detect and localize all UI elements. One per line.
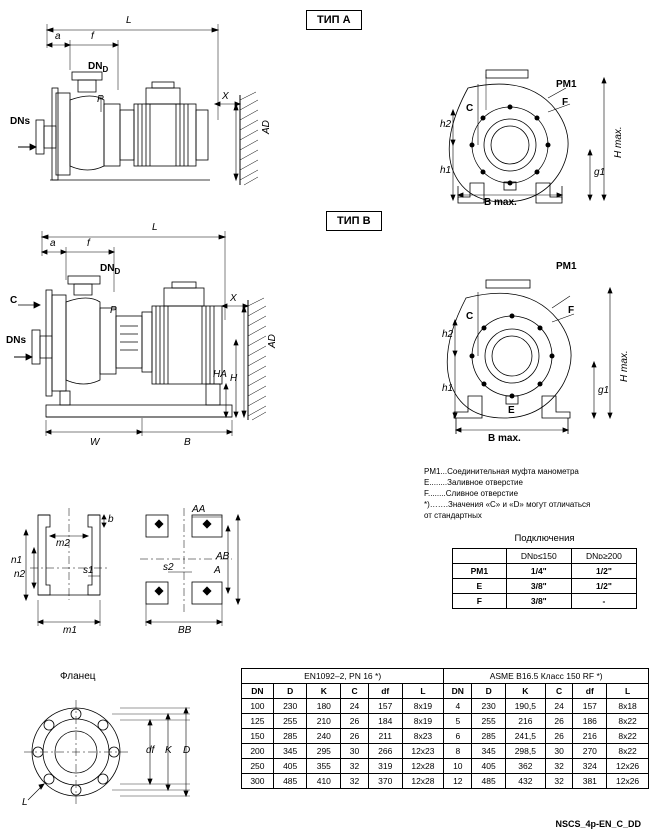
fl-r5-c3: 32	[341, 774, 369, 789]
dim-label-a-b: a	[50, 238, 56, 249]
fl-r0-c5: 8x19	[402, 699, 444, 714]
dim-label-c-a: C	[466, 103, 474, 114]
fl-r2-c6: 6	[444, 729, 472, 744]
dim-label-s2: s2	[163, 562, 174, 573]
conn-r2-c2: -	[571, 594, 636, 609]
dim-label-a: A	[214, 565, 221, 576]
dim-label-e-sec-b: E	[508, 405, 515, 416]
fl-r4-c4: 319	[368, 759, 402, 774]
fl-r1-c1: 255	[273, 714, 307, 729]
fl-r1-c2: 210	[307, 714, 341, 729]
fl-r1-c4: 184	[368, 714, 402, 729]
fl-r2-c5: 8x23	[402, 729, 444, 744]
fl-head-10: df	[573, 684, 607, 699]
fl-r1-c3: 26	[341, 714, 369, 729]
fl-head-2: K	[307, 684, 341, 699]
dim-label-h2-b: h2	[442, 329, 454, 340]
fl-head-9: C	[545, 684, 573, 699]
dim-label-dnd-b: $DN_D$	[100, 263, 121, 276]
dim-label-c-sec-b: C	[466, 311, 474, 322]
fl-r5-c4: 370	[368, 774, 402, 789]
conn-r0-c2: 1/2"	[571, 564, 636, 579]
dim-label-h1-b: h1	[442, 383, 454, 394]
fl-r1-c0: 125	[242, 714, 274, 729]
table-header-row	[453, 549, 637, 564]
table-row	[242, 714, 649, 729]
fl-r1-c7: 255	[472, 714, 506, 729]
table-row	[242, 744, 649, 759]
dim-label-hmax-a: H max.	[613, 126, 624, 158]
conn-r2-c0: F	[453, 594, 507, 609]
dim-label-h-b: H	[230, 373, 238, 384]
dim-label-m1: m1	[63, 625, 77, 636]
fl-r2-c2: 240	[307, 729, 341, 744]
fl-head-4: df	[368, 684, 402, 699]
fl-head-8: K	[505, 684, 545, 699]
note-f: F........Сливное отверстие	[424, 489, 519, 498]
dim-label-n2: n2	[14, 569, 26, 580]
fl-r5-c6: 12	[444, 774, 472, 789]
fl-r3-c0: 200	[242, 744, 274, 759]
flange-dimensions-table	[241, 668, 649, 789]
table-row	[453, 594, 637, 609]
table-header-row	[242, 684, 649, 699]
fl-r4-c1: 405	[273, 759, 307, 774]
dim-label-m2: m2	[56, 538, 70, 549]
fl-r4-c7: 405	[472, 759, 506, 774]
fl-r0-c4: 157	[368, 699, 402, 714]
fl-r4-c2: 355	[307, 759, 341, 774]
dim-label-h2-a: h2	[440, 119, 452, 130]
fl-r2-c9: 26	[545, 729, 573, 744]
fl-r2-c7: 285	[472, 729, 506, 744]
dim-label-x-b: X	[230, 293, 237, 304]
dim-label-x-a: X	[222, 91, 229, 102]
fl-head-5: L	[402, 684, 444, 699]
fl-r0-c11: 8x18	[607, 699, 649, 714]
fl-r3-c9: 30	[545, 744, 573, 759]
fl-r0-c10: 157	[573, 699, 607, 714]
dim-label-p-b: P	[110, 305, 117, 316]
connections-table	[452, 548, 637, 609]
flange-label-d: D	[183, 745, 191, 756]
fl-r2-c0: 150	[242, 729, 274, 744]
dim-label-aa: AA	[192, 504, 206, 515]
fl-r3-c3: 30	[341, 744, 369, 759]
fl-r1-c11: 8x22	[607, 714, 649, 729]
fl-head-1: D	[273, 684, 307, 699]
dim-label-bmax-a: B max.	[484, 197, 517, 208]
conn-r0-c0: PM1	[453, 564, 507, 579]
fl-r1-c8: 216	[505, 714, 545, 729]
fl-r3-c10: 270	[573, 744, 607, 759]
table-row	[453, 579, 637, 594]
fl-r3-c8: 298,5	[505, 744, 545, 759]
dim-label-f-sec-b: F	[568, 305, 575, 316]
dim-label-b: b	[108, 514, 114, 525]
fl-r5-c0: 300	[242, 774, 274, 789]
conn-head-1: DNᴅ≤150	[506, 549, 571, 564]
fl-r3-c4: 266	[368, 744, 402, 759]
conn-r1-c1: 3/8"	[506, 579, 571, 594]
fl-r1-c10: 186	[573, 714, 607, 729]
flange-label-df: df	[146, 745, 155, 756]
conn-r2-c1: 3/8"	[506, 594, 571, 609]
fl-r0-c2: 180	[307, 699, 341, 714]
fl-r5-c7: 485	[472, 774, 506, 789]
table-group-header-row	[242, 669, 649, 684]
table-row	[242, 774, 649, 789]
dim-label-n1: n1	[11, 555, 23, 566]
dim-label-dns-b: DNs	[6, 335, 27, 346]
fl-r2-c8: 241,5	[505, 729, 545, 744]
fl-r3-c2: 295	[307, 744, 341, 759]
fl-r2-c10: 216	[573, 729, 607, 744]
fl-r5-c5: 12x28	[402, 774, 444, 789]
fl-r3-c6: 8	[444, 744, 472, 759]
fl-r4-c0: 250	[242, 759, 274, 774]
conn-head-2: DNᴅ≥200	[571, 549, 636, 564]
dim-label-g1-a: g1	[594, 167, 606, 178]
fl-r4-c6: 10	[444, 759, 472, 774]
dim-label-l-b: L	[152, 222, 158, 233]
dim-label-pm1-a: PM1	[556, 79, 577, 90]
dim-label-f-b: f	[87, 238, 90, 249]
note-asterisk-cont: от стандартных	[424, 511, 482, 520]
fl-r3-c11: 8x22	[607, 744, 649, 759]
dim-label-c-b: C	[10, 295, 18, 306]
table-row	[242, 699, 649, 714]
dim-label-s1: s1	[83, 565, 94, 576]
dim-label-ha-b: HA	[213, 369, 227, 380]
dim-label-ad-a: AD	[261, 120, 272, 134]
fl-r0-c3: 24	[341, 699, 369, 714]
fl-r4-c3: 32	[341, 759, 369, 774]
table-row	[453, 564, 637, 579]
flange-group-asme: ASME B16.5 Класс 150 RF *)	[444, 669, 649, 684]
fl-head-3: C	[341, 684, 369, 699]
fl-r1-c5: 8x19	[402, 714, 444, 729]
fl-r4-c11: 12x26	[607, 759, 649, 774]
dim-label-pm1-b: PM1	[556, 261, 577, 272]
title-type-b: ТИП В	[326, 211, 382, 231]
table-row	[242, 759, 649, 774]
dim-label-ab: AB	[216, 551, 230, 562]
dim-label-f-a: f	[91, 31, 94, 42]
flange-label-l: L	[22, 797, 28, 808]
conn-r0-c1: 1/4"	[506, 564, 571, 579]
fl-r0-c9: 24	[545, 699, 573, 714]
fl-r3-c7: 345	[472, 744, 506, 759]
dim-label-f-sec-a: F	[562, 97, 569, 108]
conn-r1-c0: E	[453, 579, 507, 594]
dim-label-ad-b: AD	[267, 334, 278, 348]
dim-label-bb: BB	[178, 625, 192, 636]
fl-r3-c1: 345	[273, 744, 307, 759]
table-row	[242, 729, 649, 744]
fl-r5-c1: 485	[273, 774, 307, 789]
fl-r2-c3: 26	[341, 729, 369, 744]
title-type-a: ТИП А	[306, 10, 362, 30]
fl-r4-c5: 12x28	[402, 759, 444, 774]
fl-r2-c4: 211	[368, 729, 402, 744]
fl-r0-c6: 4	[444, 699, 472, 714]
dim-label-p-a: P	[97, 94, 104, 105]
flange-label-k: K	[165, 745, 172, 756]
conn-r1-c2: 1/2"	[571, 579, 636, 594]
fl-r1-c9: 26	[545, 714, 573, 729]
fl-r0-c8: 190,5	[505, 699, 545, 714]
document-code: NSCS_4p-EN_C_DD	[555, 819, 641, 829]
dim-label-w-b: W	[90, 437, 100, 448]
fl-r5-c9: 32	[545, 774, 573, 789]
fl-r2-c11: 8x22	[607, 729, 649, 744]
fl-r4-c9: 32	[545, 759, 573, 774]
dim-label-h1-a: h1	[440, 165, 452, 176]
fl-r5-c10: 381	[573, 774, 607, 789]
fl-head-0: DN	[242, 684, 274, 699]
title-flange: Фланец	[60, 671, 96, 682]
fl-head-11: L	[607, 684, 649, 699]
connections-title: Подключения	[514, 533, 575, 544]
dim-label-g1-b: g1	[598, 385, 610, 396]
note-pm1: PM1...Соединительная муфта манометра	[424, 467, 579, 476]
dim-label-a-a: a	[55, 31, 61, 42]
dim-label-l-a: L	[126, 15, 132, 26]
note-e: E........Заливное отверстие	[424, 478, 523, 487]
fl-r1-c6: 5	[444, 714, 472, 729]
fl-head-7: D	[472, 684, 506, 699]
fl-r5-c8: 432	[505, 774, 545, 789]
flange-group-en: EN1092–2, PN 16 *)	[242, 669, 444, 684]
fl-r3-c5: 12x23	[402, 744, 444, 759]
fl-r5-c11: 12x26	[607, 774, 649, 789]
dim-label-b-b: B	[184, 437, 191, 448]
dim-label-hmax-b: H max.	[619, 350, 630, 382]
dim-label-dnd-a: $DN_D$	[88, 61, 109, 74]
fl-r4-c8: 362	[505, 759, 545, 774]
dim-label-bmax-b: B max.	[488, 433, 521, 444]
fl-r5-c2: 410	[307, 774, 341, 789]
conn-head-0	[453, 549, 507, 564]
dim-label-dns-a: DNs	[10, 116, 31, 127]
fl-r0-c1: 230	[273, 699, 307, 714]
note-asterisk: *)…….Значения «C» и «D» могут отличаться	[424, 500, 591, 509]
fl-head-6: DN	[444, 684, 472, 699]
fl-r0-c0: 100	[242, 699, 274, 714]
fl-r2-c1: 285	[273, 729, 307, 744]
fl-r0-c7: 230	[472, 699, 506, 714]
fl-r4-c10: 324	[573, 759, 607, 774]
